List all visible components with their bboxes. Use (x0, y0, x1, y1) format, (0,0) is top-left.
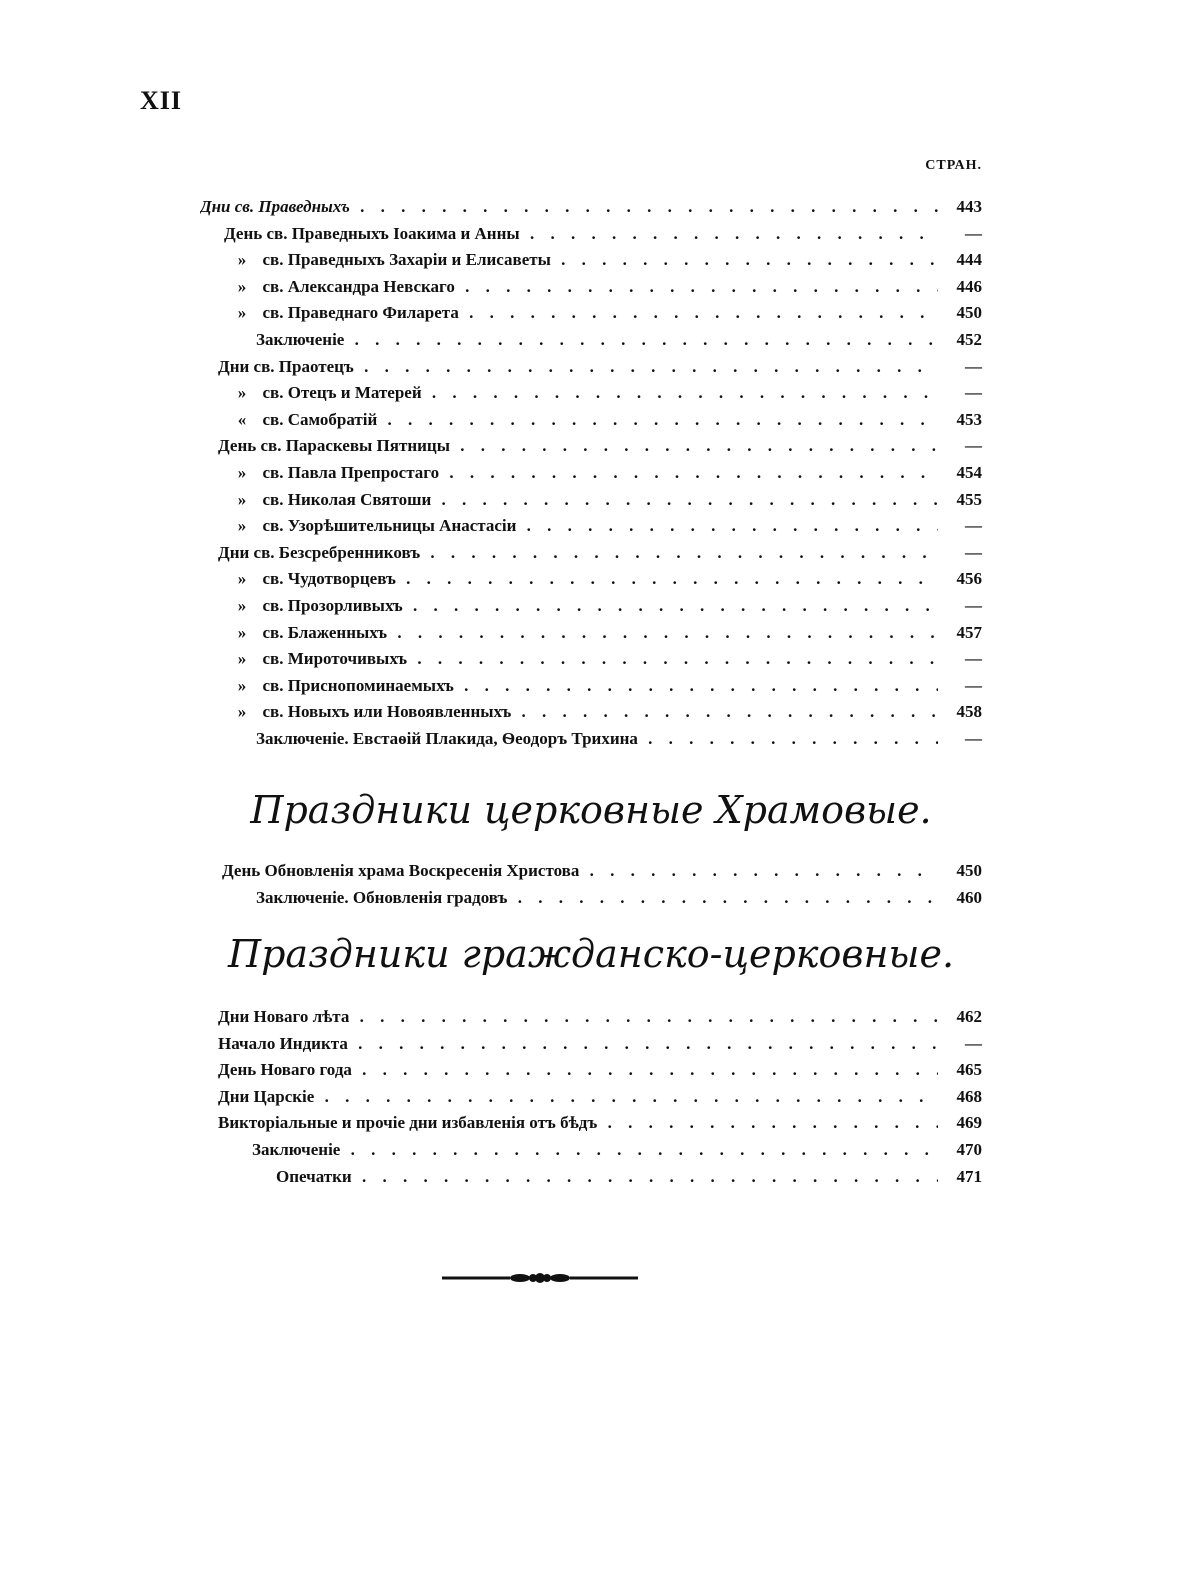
toc-entry-page: 462 (938, 1004, 982, 1031)
toc-entry-page: — (938, 513, 982, 540)
toc-entry-title: День св. Праведныхъ Іоакима и Анны (224, 223, 520, 243)
toc-entry-title: Заключеніе (256, 329, 345, 349)
toc-entry (200, 354, 982, 381)
toc-entry (200, 1084, 982, 1111)
toc-entry-title: св. Чудотворцевъ (262, 569, 396, 589)
toc-section-civil-church-feasts (200, 1004, 982, 1190)
toc-entry-title: Заключеніе. Обновленія градовъ (256, 887, 508, 907)
toc-entry-title: Дни св. Безсребренниковъ (218, 542, 421, 562)
toc-entry-page: 452 (938, 327, 982, 354)
toc-entry-title: св. Мироточивыхъ (262, 649, 408, 669)
toc-entry-page: 454 (938, 460, 982, 487)
ditto-mark: » (237, 489, 247, 509)
toc-entry-page: 469 (938, 1110, 982, 1137)
toc-entry-page: 457 (938, 620, 982, 647)
toc-entry-title: св. Новыхъ или Новоявленныхъ (262, 702, 512, 722)
toc-entry-title: Дни Новаго лѣта (218, 1007, 350, 1026)
toc-entry (200, 699, 982, 726)
toc-entry-title: Викторіальные и прочіе дни избавленія отъ бѣдъ (218, 1113, 598, 1133)
toc-entry (200, 673, 982, 700)
ditto-mark: » (237, 675, 247, 695)
toc-entry-page: — (938, 540, 982, 567)
toc-entry-title: День Обновленія храма Воскресенія Христова (222, 861, 580, 880)
toc-entry-title: Дни св. Праведныхъ (200, 197, 350, 216)
toc-entry-title: св. Отецъ и Матерей (262, 383, 422, 403)
toc-entry (200, 726, 982, 753)
toc-entry (200, 1137, 982, 1164)
toc-entry-title: св. Николая Святоши (262, 489, 432, 509)
toc-entry-title: св. Праведнаго Филарета (262, 303, 459, 323)
toc-entry (200, 1057, 982, 1084)
toc-entry-title: Заключеніе (252, 1139, 341, 1159)
toc-entry-page: 453 (938, 407, 982, 434)
toc-entry-page: — (938, 221, 982, 248)
toc-entry-page: 450 (938, 300, 982, 327)
toc-entry (200, 646, 982, 673)
toc-entry-title: св. Прозорливыхъ (262, 595, 403, 615)
toc-entry (200, 566, 982, 593)
toc-entry-page: 471 (938, 1164, 982, 1191)
toc-entry-page: — (938, 380, 982, 407)
toc-entry (200, 593, 982, 620)
toc-entry-page: — (938, 726, 982, 753)
toc-entry (200, 858, 982, 885)
toc-entry-title: Начало Индикта (218, 1033, 348, 1053)
toc-section-saints (200, 194, 982, 752)
toc-entry-page: 456 (938, 566, 982, 593)
ditto-mark: » (237, 595, 247, 615)
toc-entry-title: День Новаго года (218, 1060, 352, 1080)
toc-entry-title: День св. Параскевы Пятницы (218, 436, 450, 456)
toc-entry (200, 274, 982, 301)
toc-entry (200, 1164, 982, 1191)
toc-entry-page: — (938, 1031, 982, 1058)
toc-entry-page: 446 (938, 274, 982, 301)
toc-entry-page: — (938, 433, 982, 460)
toc-entry (200, 407, 982, 434)
toc-entry (200, 540, 982, 567)
toc-entry (200, 885, 982, 912)
page-number: XII (140, 86, 183, 115)
toc-entry-page: — (938, 593, 982, 620)
toc-entry (200, 1031, 982, 1058)
ditto-mark: » (237, 303, 247, 323)
toc-entry-page: — (938, 354, 982, 381)
toc-entry (200, 513, 982, 540)
toc-entry (200, 433, 982, 460)
toc-entry (200, 380, 982, 407)
toc-entry-page: 458 (938, 699, 982, 726)
ditto-mark: » (237, 250, 247, 270)
ditto-mark: » (237, 276, 247, 296)
toc-entry-page: 468 (938, 1084, 982, 1111)
toc-entry-page: 443 (938, 194, 982, 221)
toc-entry (200, 620, 982, 647)
toc-entry (200, 1110, 982, 1137)
ditto-mark: » (237, 702, 247, 722)
end-ornament (440, 1268, 640, 1288)
section-heading-temple-feasts: Праздники церковные Храмовые. (250, 788, 932, 832)
ditto-mark: » (237, 516, 247, 536)
toc-entry-title: св. Самобратій (262, 409, 378, 429)
toc-entry (200, 1004, 982, 1031)
toc-entry (200, 460, 982, 487)
toc-entry-title: св. Приснопоминаемыхъ (262, 675, 454, 695)
toc-entry (200, 327, 982, 354)
toc-entry (200, 247, 982, 274)
toc-entry-page: 460 (938, 885, 982, 912)
ditto-mark: » (237, 569, 247, 589)
toc-entry-title: Дни св. Праотецъ (218, 356, 354, 376)
toc-section-temple-feasts (200, 858, 982, 911)
toc-entry-title: Заключеніе. Евстаѳій Плакида, Ѳеодоръ Трихина (256, 728, 638, 748)
ditto-mark: » (237, 462, 247, 482)
ditto-mark: » (237, 622, 247, 642)
toc-entry-page: 455 (938, 487, 982, 514)
toc-entry-page: 470 (938, 1137, 982, 1164)
toc-entry-title: Опечатки (276, 1166, 352, 1186)
toc-entry-title: св. Александра Невскаго (262, 276, 455, 296)
toc-entry-title: Дни Царскіе (218, 1086, 315, 1106)
toc-entry-page: 450 (938, 858, 982, 885)
toc-entry (200, 487, 982, 514)
toc-entry (200, 300, 982, 327)
toc-entry-page: 444 (938, 247, 982, 274)
toc-entry-page: — (938, 646, 982, 673)
toc-entry-title: св. Блаженныхъ (262, 622, 388, 642)
toc-entry-page: — (938, 673, 982, 700)
page-column-header: СТРАН. (925, 158, 982, 173)
ditto-mark: » (237, 649, 247, 669)
section-heading-civil-church-feasts: Праздники гражданско-церковные. (227, 932, 955, 976)
toc-entry-title: св. Павла Препростаго (262, 462, 440, 482)
toc-entry-page: 465 (938, 1057, 982, 1084)
ditto-mark: » (237, 383, 247, 403)
toc-entry (200, 194, 982, 221)
ditto-mark: « (237, 409, 247, 429)
toc-entry-title: св. Узорѣшительницы Анастасіи (262, 516, 517, 536)
toc-entry (200, 221, 982, 248)
toc-entry-title: св. Праведныхъ Захаріи и Елисаветы (262, 250, 551, 270)
